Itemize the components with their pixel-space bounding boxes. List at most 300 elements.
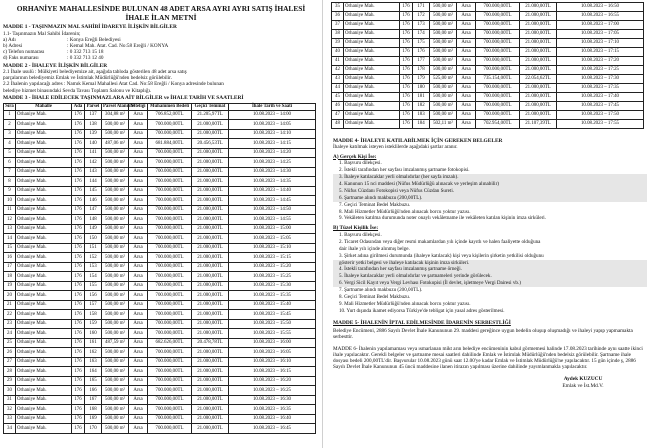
table-cell: Orhaniye Mah.	[16, 386, 72, 396]
column-header: İhale Tarih ve Saati	[229, 104, 316, 110]
table-row	[332, 120, 644, 129]
table-cell: 176	[72, 405, 85, 415]
table-cell: 10.08.2023 – 15:55	[229, 329, 316, 339]
table-cell: 41	[332, 57, 344, 66]
section2-line: parçalarının belediyemiz Emlak ve İstimlak Müdürlüğü'nden bedelsiz görülebilir.	[3, 75, 172, 82]
table-row	[332, 93, 644, 102]
table-cell: 700.000,00TL	[148, 281, 192, 291]
table-cell: 706.852,00TL	[148, 110, 192, 120]
table-cell: Orhaniye Mah.	[16, 348, 72, 358]
list-item: 4. Kanunun 15 nci maddesi (Nüfus Müdürlüğü alınacak ve yerleşim alınabilir)	[333, 181, 647, 188]
list-item: 1. Başvuru dilekçesi.	[339, 160, 382, 167]
table-cell: Arsa	[457, 120, 476, 129]
table-cell: Orhaniye Mah.	[16, 262, 72, 272]
table-cell: 21.000,00TL	[192, 348, 229, 358]
section5-heading: MADDE 5- İHALENİN İPTAL EDİLMESİNDE İDARENİN SERBESTLİĞİ	[333, 319, 511, 326]
table-cell: Orhaniye Mah.	[16, 319, 72, 329]
table-cell: Orhaniye Mah.	[16, 129, 72, 139]
table-cell: 500,00 m²	[102, 129, 129, 139]
table-cell: 176	[400, 75, 413, 84]
table-cell: 176	[72, 186, 85, 196]
table-cell: 10.08.2023 – 17:25	[557, 66, 644, 75]
table-cell: 155	[85, 281, 102, 291]
table-cell: 15	[4, 243, 16, 253]
table-cell: Orhaniye Mah.	[16, 338, 72, 348]
table-cell: 21.000,00TL	[520, 57, 557, 66]
table-cell: 145	[85, 186, 102, 196]
table-cell: 500,00 m²	[102, 186, 129, 196]
table-cell: 176	[72, 224, 85, 234]
table-cell: 176	[72, 395, 85, 405]
table-cell: 140	[85, 139, 102, 149]
table-cell: 176	[400, 111, 413, 120]
table-cell: 21.000,00TL	[192, 243, 229, 253]
table-cell: Arsa	[457, 48, 476, 57]
table-cell: 21.000,00TL	[192, 224, 229, 234]
table-cell: 184	[413, 120, 430, 129]
legal-entity-list	[333, 232, 647, 315]
table-cell: 10.08.2023 – 17:30	[557, 75, 644, 84]
table-cell: Arsa	[129, 139, 148, 149]
table-cell: 1	[4, 110, 16, 120]
table-cell: 21.000,00TL	[192, 186, 229, 196]
table-cell: 10.08.2023 – 15:25	[229, 272, 316, 282]
table-cell: 21.000,00TL	[192, 120, 229, 130]
table-cell: 10.08.2023 – 17:50	[557, 111, 644, 120]
table-cell: Arsa	[129, 234, 148, 244]
real-person-list	[333, 160, 647, 222]
table-cell: 700.000,00TL	[148, 395, 192, 405]
table-cell: 700.000,00TL	[148, 129, 192, 139]
table-cell: Arsa	[129, 300, 148, 310]
field-label: b) Adresi	[3, 43, 23, 49]
field-value: : 0 332 713 12 40	[67, 55, 104, 62]
table-cell: Orhaniye Mah.	[16, 177, 72, 187]
table-cell: 735.154,00TL	[476, 75, 520, 84]
field-value: : 0 332 713 15 18	[67, 49, 104, 56]
list-item: gösterir yetki belgesi ve ihaleye katılacak kişinin imza sirküleri.	[333, 260, 647, 267]
table-cell: 500,00 m²	[102, 205, 129, 215]
table-cell: 176	[400, 120, 413, 129]
table-cell: Arsa	[129, 338, 148, 348]
table-cell: 21.000,00TL	[192, 196, 229, 206]
table-cell: 700.000,00TL	[148, 414, 192, 424]
table-cell: 10.08.2023 – 16:40	[229, 414, 316, 424]
table-row	[4, 234, 316, 244]
table-cell: Orhaniye Mah.	[344, 66, 400, 75]
table-cell: Arsa	[129, 329, 148, 339]
table-row	[4, 177, 316, 187]
table-cell: 10.08.2023 – 15:20	[229, 262, 316, 272]
field-label: a) Adı	[3, 36, 16, 43]
table-row	[4, 253, 316, 263]
table-cell: 5	[4, 148, 16, 158]
table-cell: 700.000,00TL	[476, 21, 520, 30]
table-cell: 182	[413, 102, 430, 111]
table-cell: 700.000,00TL	[476, 57, 520, 66]
table-cell: 500,00 m²	[102, 243, 129, 253]
table-cell: 21.000,00TL	[520, 21, 557, 30]
table-row	[4, 319, 316, 329]
table-cell: 176	[72, 243, 85, 253]
table-cell: Arsa	[129, 414, 148, 424]
table-row	[4, 376, 316, 386]
table-cell: 10.08.2023 – 17:15	[557, 48, 644, 57]
table-cell: 21.000,00TL	[192, 329, 229, 339]
table-cell: 151	[85, 243, 102, 253]
table-cell: Arsa	[129, 205, 148, 215]
table-cell: 176	[400, 21, 413, 30]
table-cell: 10.08.2023 – 15:00	[229, 224, 316, 234]
table-cell: 21.000,00TL	[192, 262, 229, 272]
table-cell: 700.000,00TL	[148, 120, 192, 130]
table-cell: 10.08.2023 – 16:50	[557, 3, 644, 12]
table-cell: 176	[72, 253, 85, 263]
table-row	[4, 243, 316, 253]
table-cell: 137	[85, 110, 102, 120]
table-cell: 16	[4, 253, 16, 263]
table-cell: 10.08.2023 – 16:10	[229, 357, 316, 367]
table-cell: 500,00 m²	[430, 21, 457, 30]
section2-line: belediye hizmet binasındaki Sevda Tavası Toplantı Salonu ve Kitaplığı.	[3, 87, 152, 94]
table-cell: 21.000,00TL	[192, 129, 229, 139]
table-cell: 48	[332, 120, 344, 129]
table-cell: 21.000,00TL	[192, 167, 229, 177]
table-cell: 21.000,00TL	[192, 424, 229, 434]
table-cell: 500,00 m²	[102, 177, 129, 187]
signature-title: Emlak ve İst.Md.V.	[562, 382, 604, 389]
table-cell: 163	[85, 357, 102, 367]
table-cell: 176	[400, 84, 413, 93]
table-cell: 500,00 m²	[102, 357, 129, 367]
table-cell: 10.08.2023 – 15:35	[229, 291, 316, 301]
table-cell: 22.054,62TL	[520, 75, 557, 84]
table-cell: 500,00 m²	[430, 102, 457, 111]
table-cell: 21.000,00TL	[192, 376, 229, 386]
table-cell: Arsa	[129, 148, 148, 158]
table-cell: 176	[400, 57, 413, 66]
table-row	[332, 30, 644, 39]
section5-text: Belediye Encümeni, 2886 Sayılı Devlet İhale Kanununun 29. maddesi gereğince uygun bedelin oluşup oluşmadığı ve ihaleyi yapıp yapmamakta serbesttir.	[333, 328, 633, 341]
section2-line: 2.2 İhalenin yapılacağı adres : Namık Kemal Mahallesi Atat Cad. No:58 Ereğli / Konya adresinde bulunan	[3, 81, 224, 88]
table-cell: 176	[72, 205, 85, 215]
table-cell: 168	[85, 405, 102, 415]
table-cell: 21.000,00TL	[192, 215, 229, 225]
table-row	[4, 224, 316, 234]
table-cell: 500,00 m²	[102, 234, 129, 244]
column-header: Ada	[72, 104, 85, 110]
column-header: Parsel Alanı m²	[103, 104, 135, 110]
list-item: 7. Şartname alındı makbuzu (200,00TL).	[339, 287, 423, 294]
table-cell: 681.884,00TL	[148, 139, 192, 149]
table-cell: 2	[4, 120, 16, 130]
table-cell: 45	[332, 93, 344, 102]
table-cell: 500,00 m²	[102, 376, 129, 386]
table-cell: Arsa	[457, 66, 476, 75]
table-cell: 700.000,00TL	[476, 39, 520, 48]
table-cell: Orhaniye Mah.	[344, 30, 400, 39]
table-cell: 34	[4, 424, 16, 434]
table-cell: 156	[85, 291, 102, 301]
table-cell: 164	[85, 367, 102, 377]
table-cell: 148	[85, 215, 102, 225]
table-row	[4, 310, 316, 320]
page-title: ORHANİYE MAHALLESİNDE BULUNAN 48 ADET ARSA AYRI AYRI SATIŞ İHALESİ İHALE İLAN METNİ	[16, 4, 306, 22]
property-table-2	[331, 2, 644, 129]
field-value: : Konya Ereğli Belediyesi	[67, 36, 121, 43]
table-cell: Arsa	[457, 75, 476, 84]
table-cell: 152	[85, 253, 102, 263]
table-cell: 21.205,97TL	[192, 110, 229, 120]
table-cell: 180	[413, 84, 430, 93]
section4	[333, 138, 647, 389]
list-item: 7. Geçici Teminat Bedel Makbuzu.	[339, 201, 411, 208]
table-cell: 176	[72, 129, 85, 139]
table-row	[4, 186, 316, 196]
table-cell: 500,00 m²	[102, 148, 129, 158]
table-cell: 700.000,00TL	[148, 329, 192, 339]
table-cell: Orhaniye Mah.	[344, 111, 400, 120]
table-cell: 176	[72, 139, 85, 149]
table-cell: 176	[72, 319, 85, 329]
table-cell: 700.000,00TL	[148, 215, 192, 225]
table-row	[4, 357, 316, 367]
section2-body	[3, 69, 319, 94]
table-cell: Arsa	[129, 262, 148, 272]
table-cell: 21.000,00TL	[192, 386, 229, 396]
table-cell: 700.000,00TL	[476, 84, 520, 93]
table-cell: 21.000,00TL	[192, 253, 229, 263]
table-cell: Arsa	[457, 21, 476, 30]
table-cell: 500,00 m²	[430, 93, 457, 102]
table-cell: Arsa	[129, 120, 148, 130]
table-cell: 167	[85, 395, 102, 405]
table-row	[4, 139, 316, 149]
table-row	[332, 3, 644, 12]
table-cell: 176	[72, 357, 85, 367]
table-cell: 170	[85, 424, 102, 434]
table-cell: Orhaniye Mah.	[16, 395, 72, 405]
table-cell: 138	[85, 120, 102, 130]
table-cell: 176	[72, 272, 85, 282]
table-cell: 171	[413, 3, 430, 12]
page-divider	[322, 0, 323, 448]
table-cell: 176	[72, 234, 85, 244]
table-cell: Orhaniye Mah.	[16, 167, 72, 177]
table-cell: 159	[85, 319, 102, 329]
table-cell: 500,00 m²	[430, 57, 457, 66]
table-cell: 10.08.2023 – 17:00	[557, 21, 644, 30]
table-cell: 700.000,00TL	[148, 300, 192, 310]
table-cell: 176	[400, 30, 413, 39]
table-cell: 500,00 m²	[102, 395, 129, 405]
table-cell: Orhaniye Mah.	[344, 39, 400, 48]
table-cell: 21.000,00TL	[192, 272, 229, 282]
table-cell: 153	[85, 262, 102, 272]
table-cell: 20	[4, 291, 16, 301]
table-cell: 20.456,53TL	[192, 139, 229, 149]
table-cell: 21.000,00TL	[192, 367, 229, 377]
table-row	[4, 367, 316, 377]
table-cell: 700.000,00TL	[148, 177, 192, 187]
table-cell: Arsa	[457, 57, 476, 66]
table-cell: 21.000,00TL	[192, 234, 229, 244]
table-cell: 3	[4, 129, 16, 139]
table-cell: 21.000,00TL	[192, 310, 229, 320]
table-cell: Arsa	[129, 129, 148, 139]
table-cell: 177	[413, 57, 430, 66]
table-cell: 10.08.2023 – 17:10	[557, 39, 644, 48]
table-cell: 150	[85, 234, 102, 244]
table-cell: 12	[4, 215, 16, 225]
table-cell: 21.000,00TL	[192, 177, 229, 187]
section1-heading: MADDE 1 - TAŞINMAZIN MAL SAHİBİ İDAREYE İLİŞKİN BİLGİLER	[3, 24, 177, 31]
table-cell: 176	[72, 120, 85, 130]
table-cell: 21.107,39TL	[520, 120, 557, 129]
list-item: 6. Vergi Sicil Kayıt veya Vergi Levhası Fotokopisi (İl devlet, işletmeye Vergi Dairesi vb.)	[333, 280, 647, 287]
table-cell: Orhaniye Mah.	[16, 310, 72, 320]
list-item: 10. Yurt dışında ikamet ediyorsa Türkiye'de tebligat için yasal adres gösterilmesi.	[339, 307, 505, 314]
table-cell: Orhaniye Mah.	[16, 405, 72, 415]
table-row	[332, 75, 644, 84]
table-cell: 500,00 m²	[102, 300, 129, 310]
table-cell: Arsa	[129, 167, 148, 177]
table-cell: Orhaniye Mah.	[16, 196, 72, 206]
table-cell: 500,00 m²	[102, 253, 129, 263]
table-cell: 176	[400, 39, 413, 48]
table-cell: 160	[85, 329, 102, 339]
table-cell: 176	[72, 291, 85, 301]
table-row	[4, 148, 316, 158]
table-cell: 4	[4, 139, 16, 149]
column-header: Geçici Teminat	[192, 104, 229, 110]
table-cell: 176	[72, 215, 85, 225]
owner-fields	[3, 37, 319, 62]
table-cell: 21.000,00TL	[192, 357, 229, 367]
table-cell: 500,00 m²	[102, 424, 129, 434]
table-cell: 158	[85, 310, 102, 320]
table-cell: Arsa	[129, 243, 148, 253]
table-cell: 500,00 m²	[102, 291, 129, 301]
section4-heading: MADDE 4- İHALEYE KATILABİLMEK İÇİN GEREKEN BELGELER	[333, 138, 503, 144]
column-header: Mahalle	[16, 104, 72, 110]
table-cell: 183	[413, 111, 430, 120]
table-cell: 10.08.2023 – 17:05	[557, 30, 644, 39]
table-cell: 39	[332, 39, 344, 48]
table-cell: 139	[85, 129, 102, 139]
signature-name: Aydek KUZUCU	[563, 376, 603, 383]
table-cell: 700.000,00TL	[148, 234, 192, 244]
table-cell: 10.08.2023 – 16:55	[557, 12, 644, 21]
table-cell: 142	[85, 158, 102, 168]
list-item: 9. Vekâleten katılma durumunda noter onaylı vekâletname ile vekâleten katılan kişinin imza sirküleri.	[339, 215, 546, 222]
table-cell: 10.08.2023 – 15:10	[229, 243, 316, 253]
table-row	[332, 57, 644, 66]
table-cell: 502,11 m²	[430, 120, 457, 129]
table-cell: 10.08.2023 – 14:35	[229, 177, 316, 187]
table-cell: 500,00 m²	[102, 281, 129, 291]
table-cell: 17	[4, 262, 16, 272]
table-cell: 176	[72, 148, 85, 158]
table-cell: 46	[332, 102, 344, 111]
table-cell: 10.08.2023 – 14:00	[229, 110, 316, 120]
table-row	[4, 414, 316, 424]
table-cell: 500,00 m²	[102, 158, 129, 168]
section2-heading: MADDE 2 - İHALEYE İLİŞKİN BİLGİLER	[3, 62, 108, 69]
table-cell: 143	[85, 167, 102, 177]
table-cell: 700.000,00TL	[476, 30, 520, 39]
table-cell: 21.000,00TL	[192, 395, 229, 405]
table-cell: 176	[72, 110, 85, 120]
left-page	[3, 2, 319, 448]
table-cell: 304,88 m²	[102, 110, 129, 120]
table-cell: 21.000,00TL	[192, 158, 229, 168]
table-cell: 23	[4, 319, 16, 329]
table-cell: 700.000,00TL	[148, 186, 192, 196]
table-cell: 500,00 m²	[102, 414, 129, 424]
table-cell: 700.000,00TL	[476, 111, 520, 120]
table-cell: Orhaniye Mah.	[16, 139, 72, 149]
table-row	[4, 205, 316, 215]
table-cell: Orhaniye Mah.	[344, 93, 400, 102]
table-row	[4, 129, 316, 139]
table-cell: Orhaniye Mah.	[344, 3, 400, 12]
right-page	[327, 2, 647, 448]
list-item: dair ihale yılı içinde alınmış belge.	[339, 245, 410, 252]
table-cell: Orhaniye Mah.	[16, 357, 72, 367]
table-cell: 500,00 m²	[430, 39, 457, 48]
table-cell: 27	[4, 357, 16, 367]
table-cell: Arsa	[129, 395, 148, 405]
table-cell: 10.08.2023 – 16:20	[229, 376, 316, 386]
table-cell: 11	[4, 205, 16, 215]
table-cell: 161	[85, 338, 102, 348]
table-row	[4, 405, 316, 415]
table-cell: 176	[400, 12, 413, 21]
table-cell: 500,00 m²	[102, 196, 129, 206]
table-cell: 10.08.2023 – 16:25	[229, 386, 316, 396]
table-cell: Arsa	[129, 310, 148, 320]
table-cell: Orhaniye Mah.	[16, 414, 72, 424]
table-cell: Arsa	[129, 281, 148, 291]
list-item: 6. Şartname alındı makbuzu (200,00TL).	[333, 195, 647, 202]
table-cell: 10.08.2023 – 16:00	[229, 338, 316, 348]
legal-entity-heading: B) Tüzel Kişilik İse:	[333, 225, 379, 232]
list-item: 3. Şirket adına girilmesi durumunda (ihaleye katılacak) kişi veya kişilerin şirketin yetkilisi olduğunu	[339, 252, 544, 259]
table-row	[332, 48, 644, 57]
table-row	[332, 39, 644, 48]
table-cell: 21.000,00TL	[520, 12, 557, 21]
table-cell: Orhaniye Mah.	[16, 215, 72, 225]
table-cell: 10.08.2023 – 17:35	[557, 84, 644, 93]
table-cell: 47	[332, 111, 344, 120]
table-cell: 25	[4, 338, 16, 348]
table-cell: 682.626,00TL	[148, 338, 192, 348]
table-cell: 700.000,00TL	[148, 319, 192, 329]
table-cell: 172	[413, 12, 430, 21]
table-cell: 700.000,00TL	[476, 12, 520, 21]
table-cell: 42	[332, 66, 344, 75]
table-cell: 176	[72, 300, 85, 310]
table-cell: 700.000,00TL	[148, 205, 192, 215]
table-cell: 144	[85, 177, 102, 187]
table-cell: 38	[332, 30, 344, 39]
table-cell: 178	[413, 66, 430, 75]
table-cell: 176	[72, 167, 85, 177]
table-cell: 500,00 m²	[430, 66, 457, 75]
table-cell: 176	[72, 310, 85, 320]
table-cell: Orhaniye Mah.	[16, 158, 72, 168]
